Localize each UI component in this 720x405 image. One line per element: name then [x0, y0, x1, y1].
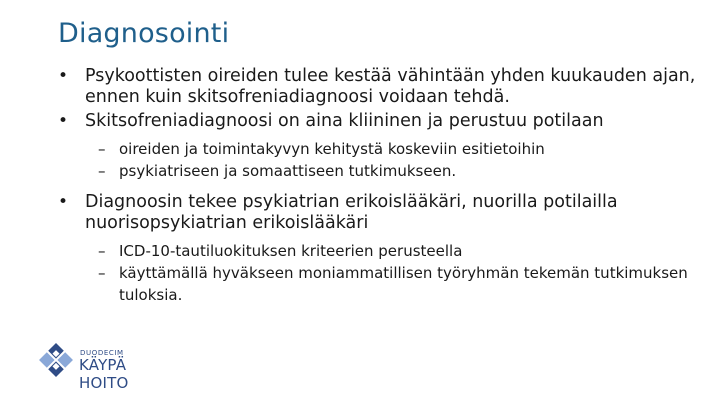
bullet-2 [58, 111, 698, 132]
slide-body [58, 66, 698, 316]
sub-bullet-marker: – [98, 140, 106, 158]
sub-bullet-text: käyttämällä hyväkseen moniammatillisen työryhmän tekemän tutkimuksen tuloksia. [119, 264, 688, 304]
slide-title: Diagnosointi [58, 18, 230, 49]
bullet-3-subitems [58, 240, 698, 306]
bullet-3 [58, 192, 698, 234]
bullet-1-text: Psykoottisten oireiden tulee kestää vähintään yhden kuukauden ajan, ennen kuin skitsofreniadiagnoosi voidaan tehdä. [85, 66, 696, 107]
sub-bullet [98, 240, 698, 262]
duodecim-diamond-icon [36, 340, 76, 380]
sub-bullet-text: oireiden ja toimintakyvyn kehitystä koskeviin esitietoihin [119, 140, 545, 158]
sub-bullet [98, 262, 698, 306]
sub-bullet [98, 160, 698, 182]
kaypa-hoito-logo [36, 340, 176, 392]
bullet-2-subitems [58, 138, 698, 182]
sub-bullet-marker: – [98, 264, 106, 282]
bullet-3-text: Diagnoosin tekee psykiatrian erikoislääkäri, nuorilla potilailla nuorisopsykiatrian erikoislääkäri [85, 192, 618, 233]
bullet-marker: • [58, 111, 69, 131]
logo-duodecim-text: DUODECIM [80, 349, 124, 357]
sub-bullet-text: psykiatriseen ja somaattiseen tutkimukseen. [119, 162, 457, 180]
sub-bullet-text: ICD-10-tautiluokituksen kriteerien perusteella [119, 242, 463, 260]
sub-bullet-marker: – [98, 162, 106, 180]
bullet-1 [58, 66, 698, 108]
sub-bullet [98, 138, 698, 160]
bullet-marker: • [58, 192, 69, 212]
logo-kaypa-hoito-text: KÄYPÄ HOITO [79, 356, 129, 392]
sub-bullet-marker: – [98, 242, 106, 260]
bullet-2-text: Skitsofreniadiagnoosi on aina kliininen ja perustuu potilaan [85, 111, 604, 131]
bullet-marker: • [58, 66, 69, 86]
